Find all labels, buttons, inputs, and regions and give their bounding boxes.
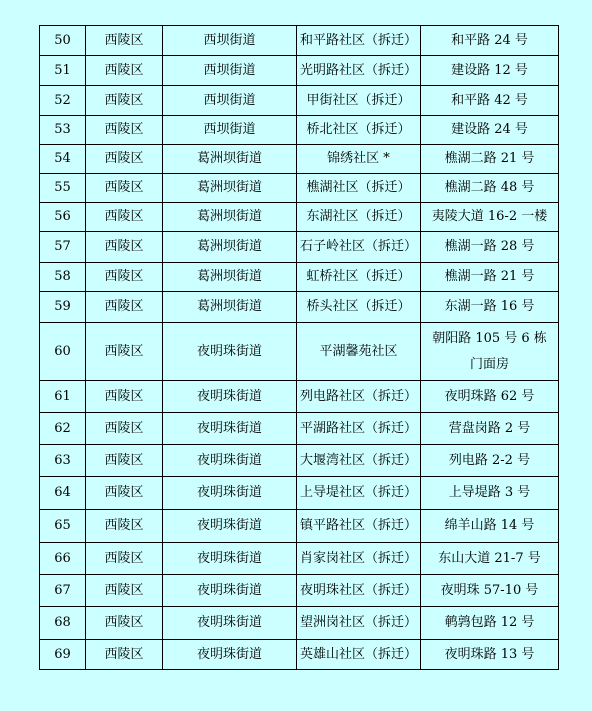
district-cell: 西陵区 bbox=[86, 292, 163, 323]
table-row bbox=[40, 477, 559, 510]
table-row bbox=[40, 116, 559, 145]
street-cell: 葛洲坝街道 bbox=[163, 292, 297, 323]
address-cell: 建设路 24 号 bbox=[421, 116, 559, 145]
community-cell: 东湖社区（拆迁） bbox=[297, 203, 421, 232]
table-row bbox=[40, 445, 559, 477]
community-cell: 桥北社区（拆迁） bbox=[297, 116, 421, 145]
row-number-cell: 67 bbox=[40, 575, 86, 607]
district-cell: 西陵区 bbox=[86, 56, 163, 86]
table-row bbox=[40, 413, 559, 445]
street-cell: 夜明珠街道 bbox=[163, 607, 297, 640]
street-cell: 夜明珠街道 bbox=[163, 543, 297, 575]
table-row bbox=[40, 26, 559, 56]
table-row bbox=[40, 203, 559, 232]
row-number-cell: 50 bbox=[40, 26, 86, 56]
street-cell: 西坝街道 bbox=[163, 86, 297, 116]
address-cell: 绵羊山路 14 号 bbox=[421, 510, 559, 543]
district-cell: 西陵区 bbox=[86, 263, 163, 292]
community-cell: 镇平路社区（拆迁） bbox=[297, 510, 421, 543]
street-cell: 夜明珠街道 bbox=[163, 323, 297, 381]
district-cell: 西陵区 bbox=[86, 174, 163, 203]
district-cell: 西陵区 bbox=[86, 145, 163, 174]
address-cell: 东山大道 21-7 号 bbox=[421, 543, 559, 575]
row-number-cell: 57 bbox=[40, 232, 86, 263]
community-cell: 光明路社区（拆迁） bbox=[297, 56, 421, 86]
district-cell: 西陵区 bbox=[86, 543, 163, 575]
address-cell: 建设路 12 号 bbox=[421, 56, 559, 86]
district-cell: 西陵区 bbox=[86, 477, 163, 510]
community-cell: 肖家岗社区（拆迁） bbox=[297, 543, 421, 575]
community-cell: 锦绣社区 * bbox=[297, 145, 421, 174]
address-cell: 樵湖一路 21 号 bbox=[421, 263, 559, 292]
row-number-cell: 54 bbox=[40, 145, 86, 174]
street-cell: 西坝街道 bbox=[163, 56, 297, 86]
street-cell: 葛洲坝街道 bbox=[163, 263, 297, 292]
table-row bbox=[40, 232, 559, 263]
table-row bbox=[40, 174, 559, 203]
address-cell: 东湖一路 16 号 bbox=[421, 292, 559, 323]
row-number-cell: 64 bbox=[40, 477, 86, 510]
row-number-cell: 68 bbox=[40, 607, 86, 640]
table-row bbox=[40, 145, 559, 174]
community-cell: 夜明珠社区（拆迁） bbox=[297, 575, 421, 607]
address-cell: 夜明珠 57-10 号 bbox=[421, 575, 559, 607]
address-cell: 朝阳路 105 号 6 栋门面房 bbox=[421, 323, 559, 381]
row-number-cell: 58 bbox=[40, 263, 86, 292]
community-cell: 上导堤社区（拆迁） bbox=[297, 477, 421, 510]
community-table bbox=[39, 25, 559, 670]
table-row bbox=[40, 543, 559, 575]
district-cell: 西陵区 bbox=[86, 116, 163, 145]
row-number-cell: 65 bbox=[40, 510, 86, 543]
table-row bbox=[40, 510, 559, 543]
row-number-cell: 59 bbox=[40, 292, 86, 323]
district-cell: 西陵区 bbox=[86, 607, 163, 640]
address-cell: 营盘岗路 2 号 bbox=[421, 413, 559, 445]
street-cell: 夜明珠街道 bbox=[163, 640, 297, 670]
row-number-cell: 61 bbox=[40, 381, 86, 413]
street-cell: 夜明珠街道 bbox=[163, 510, 297, 543]
street-cell: 夜明珠街道 bbox=[163, 381, 297, 413]
address-cell: 夜明珠路 13 号 bbox=[421, 640, 559, 670]
community-cell: 平湖馨苑社区 bbox=[297, 323, 421, 381]
community-cell: 石子岭社区（拆迁） bbox=[297, 232, 421, 263]
street-cell: 夜明珠街道 bbox=[163, 445, 297, 477]
address-cell: 和平路 24 号 bbox=[421, 26, 559, 56]
row-number-cell: 53 bbox=[40, 116, 86, 145]
community-cell: 桥头社区（拆迁） bbox=[297, 292, 421, 323]
document-page bbox=[39, 25, 558, 670]
community-cell: 望洲岗社区（拆迁） bbox=[297, 607, 421, 640]
row-number-cell: 55 bbox=[40, 174, 86, 203]
community-cell: 甲街社区（拆迁） bbox=[297, 86, 421, 116]
community-cell: 樵湖社区（拆迁） bbox=[297, 174, 421, 203]
community-cell: 英雄山社区（拆迁） bbox=[297, 640, 421, 670]
district-cell: 西陵区 bbox=[86, 575, 163, 607]
address-cell: 夜明珠路 62 号 bbox=[421, 381, 559, 413]
community-cell: 和平路社区（拆迁） bbox=[297, 26, 421, 56]
table-row bbox=[40, 323, 559, 381]
row-number-cell: 52 bbox=[40, 86, 86, 116]
address-cell: 樵湖二路 48 号 bbox=[421, 174, 559, 203]
table-row bbox=[40, 56, 559, 86]
table-row bbox=[40, 640, 559, 670]
district-cell: 西陵区 bbox=[86, 510, 163, 543]
district-cell: 西陵区 bbox=[86, 640, 163, 670]
table-row bbox=[40, 381, 559, 413]
address-cell: 上导堤路 3 号 bbox=[421, 477, 559, 510]
table-row bbox=[40, 607, 559, 640]
street-cell: 夜明珠街道 bbox=[163, 477, 297, 510]
street-cell: 葛洲坝街道 bbox=[163, 145, 297, 174]
community-cell: 大堰湾社区（拆迁） bbox=[297, 445, 421, 477]
community-cell: 虹桥社区（拆迁） bbox=[297, 263, 421, 292]
community-cell: 列电路社区（拆迁） bbox=[297, 381, 421, 413]
table-row bbox=[40, 292, 559, 323]
district-cell: 西陵区 bbox=[86, 232, 163, 263]
district-cell: 西陵区 bbox=[86, 26, 163, 56]
address-cell: 鹌鹑包路 12 号 bbox=[421, 607, 559, 640]
row-number-cell: 66 bbox=[40, 543, 86, 575]
table-body bbox=[40, 26, 559, 670]
district-cell: 西陵区 bbox=[86, 323, 163, 381]
street-cell: 西坝街道 bbox=[163, 116, 297, 145]
address-cell: 夷陵大道 16-2 一楼 bbox=[421, 203, 559, 232]
district-cell: 西陵区 bbox=[86, 203, 163, 232]
address-cell: 樵湖二路 21 号 bbox=[421, 145, 559, 174]
address-cell: 和平路 42 号 bbox=[421, 86, 559, 116]
street-cell: 葛洲坝街道 bbox=[163, 232, 297, 263]
address-cell: 列电路 2-2 号 bbox=[421, 445, 559, 477]
row-number-cell: 62 bbox=[40, 413, 86, 445]
address-cell: 樵湖一路 28 号 bbox=[421, 232, 559, 263]
row-number-cell: 56 bbox=[40, 203, 86, 232]
street-cell: 葛洲坝街道 bbox=[163, 174, 297, 203]
table-row bbox=[40, 263, 559, 292]
row-number-cell: 69 bbox=[40, 640, 86, 670]
row-number-cell: 60 bbox=[40, 323, 86, 381]
row-number-cell: 63 bbox=[40, 445, 86, 477]
row-number-cell: 51 bbox=[40, 56, 86, 86]
table-row bbox=[40, 86, 559, 116]
district-cell: 西陵区 bbox=[86, 413, 163, 445]
street-cell: 西坝街道 bbox=[163, 26, 297, 56]
street-cell: 葛洲坝街道 bbox=[163, 203, 297, 232]
district-cell: 西陵区 bbox=[86, 86, 163, 116]
street-cell: 夜明珠街道 bbox=[163, 575, 297, 607]
district-cell: 西陵区 bbox=[86, 381, 163, 413]
street-cell: 夜明珠街道 bbox=[163, 413, 297, 445]
community-cell: 平湖路社区（拆迁） bbox=[297, 413, 421, 445]
district-cell: 西陵区 bbox=[86, 445, 163, 477]
table-row bbox=[40, 575, 559, 607]
